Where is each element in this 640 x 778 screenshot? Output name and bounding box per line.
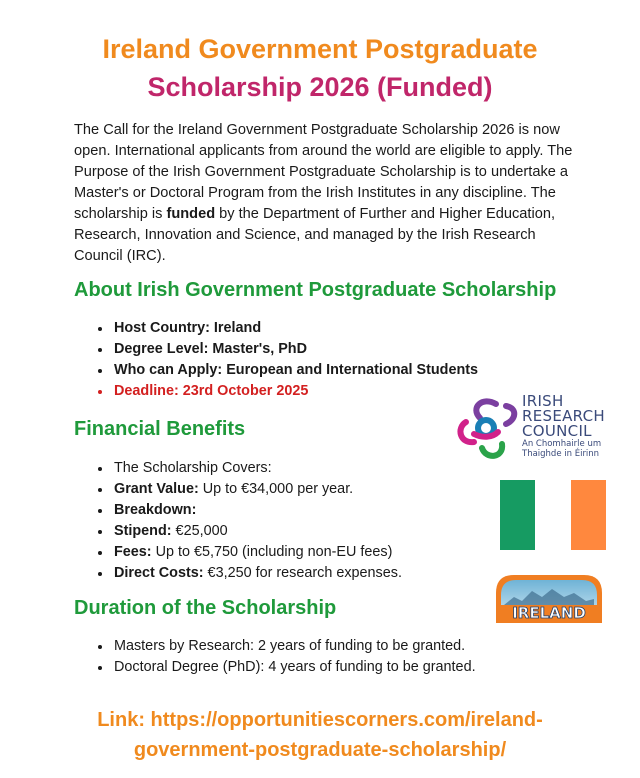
link-line-2[interactable]: government-postgraduate-scholarship/ xyxy=(133,739,507,761)
flag-stripe-orange xyxy=(571,480,606,550)
link-line-1[interactable]: Link: https://opportunitiescorners.com/ireland- xyxy=(97,709,543,731)
list-item xyxy=(112,542,402,563)
irish-flag xyxy=(500,480,606,550)
item-text: €3,250 for research expenses. xyxy=(203,565,402,581)
item-label: Stipend: xyxy=(114,523,172,539)
intro-paragraph xyxy=(74,120,574,267)
item-text: Up to €34,000 per year. xyxy=(198,481,354,497)
item-label: Direct Costs: xyxy=(114,565,204,581)
list-item xyxy=(112,458,402,479)
flag-stripe-green xyxy=(500,480,535,550)
item-label: Breakdown: xyxy=(114,502,197,518)
intro-text-1: The Call for the Ireland Government Postgraduate Scholarship 2026 is now open. International applicants from around the world are eligible to apply. The Purpose of the Irish Government Postgraduate Scholarship is to undertake a Master's or Doctoral Program from the Irish Institutes in any discipline. The scholarship is xyxy=(74,122,573,222)
duration-list xyxy=(92,636,476,678)
item-text: €25,000 xyxy=(171,523,228,539)
irc-sub-line: Thaighde in Éirinn xyxy=(522,449,600,459)
list-item xyxy=(112,479,402,500)
item-label: Grant Value: xyxy=(114,481,199,497)
irc-name-line: RESEARCH xyxy=(522,407,605,425)
list-item: • Masters by Research: 2 years of funding to be granted. xyxy=(112,636,476,657)
list-item: • Degree Level: Master's, PhD xyxy=(112,339,478,360)
irc-wordmark xyxy=(522,394,622,459)
irc-name-line: COUNCIL xyxy=(522,422,592,440)
about-heading: About Irish Government Postgraduate Scholarship xyxy=(74,279,557,301)
title-line-2: Scholarship 2026 (Funded) xyxy=(147,72,493,102)
financial-list xyxy=(92,458,402,584)
flag-stripe-white xyxy=(535,480,570,550)
irc-sub-line: An Chomhairle um xyxy=(522,439,602,449)
list-item xyxy=(112,500,402,521)
badge-text: IRELAND xyxy=(512,604,586,622)
item-text: The Scholarship Covers: xyxy=(114,460,272,476)
list-item xyxy=(112,563,402,584)
item-text: Up to €5,750 (including non-EU fees) xyxy=(151,544,393,560)
financial-heading: Financial Benefits xyxy=(74,418,246,440)
about-list xyxy=(92,318,478,402)
title-line-1: Ireland Government Postgraduate xyxy=(102,34,538,64)
irc-name-line: IRISH xyxy=(522,392,564,410)
intro-bold: funded xyxy=(166,206,216,222)
list-item: • Who can Apply: European and International Students xyxy=(112,360,478,381)
irc-knot-icon xyxy=(460,401,514,455)
deadline-item: • Deadline: 23rd October 2025 xyxy=(112,381,478,402)
item-label: Fees: xyxy=(114,544,152,560)
scholarship-link[interactable] xyxy=(0,705,640,765)
ireland-badge xyxy=(492,571,606,627)
list-item: • Host Country: Ireland xyxy=(112,318,478,339)
duration-heading: Duration of the Scholarship xyxy=(74,597,337,619)
intro-text-2: by the Department of Further and Higher Education, Research, Innovation and Science, and managed by the Irish Research Council (IRC). xyxy=(74,206,556,264)
list-item: • Doctoral Degree (PhD): 4 years of funding to be granted. xyxy=(112,657,476,678)
page-title xyxy=(0,30,640,106)
list-item xyxy=(112,521,402,542)
